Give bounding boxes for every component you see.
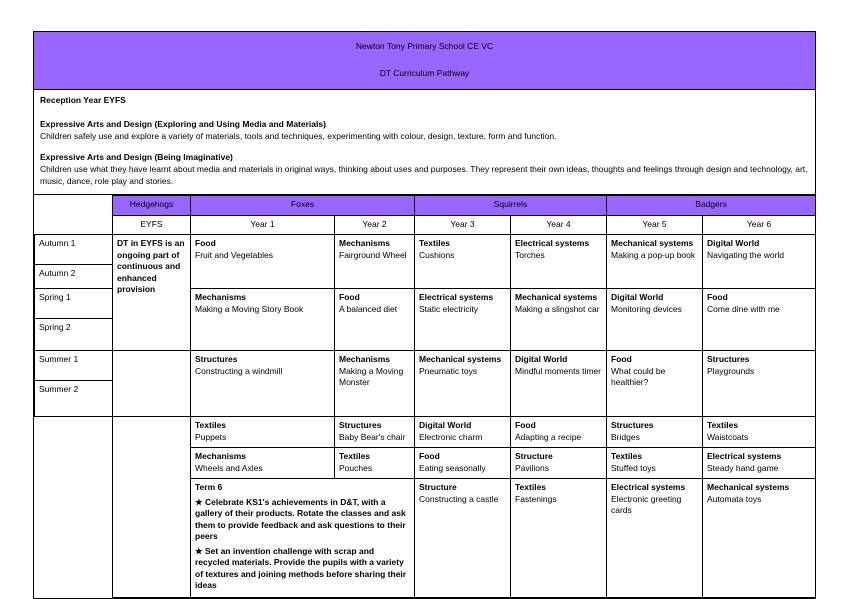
topic-title: Structures — [611, 420, 654, 431]
topic-body: Come dine with me — [707, 303, 780, 314]
topic-title: Food — [611, 354, 632, 365]
year-header-row — [35, 215, 816, 234]
topic-title: Digital World — [515, 354, 568, 365]
cell-y5-summer — [607, 351, 703, 417]
topic-title: Mechanical systems — [515, 292, 598, 303]
document-subtitle: DT Curriculum Pathway — [379, 68, 470, 78]
eyfs-section1-heading: Expressive Arts and Design (Exploring and Using Media and Materials) — [40, 119, 326, 129]
cell-y1-spring — [191, 289, 335, 351]
cell-y4-autumn — [511, 235, 607, 289]
topic-title: Structures — [707, 354, 750, 365]
topic-title: Mechanisms — [195, 292, 247, 303]
eyfs-intro — [34, 90, 815, 195]
cell-y3-extra2 — [415, 448, 511, 479]
document-banner — [34, 32, 815, 90]
cell-y6-extra2 — [703, 448, 816, 479]
topic-body: Constructing a windmill — [195, 365, 283, 376]
year-header-eyfs: EYFS — [113, 215, 191, 234]
topic-title: Mechanical systems — [707, 482, 790, 493]
cell-y4-term6 — [511, 479, 607, 598]
cell-y3-summer — [415, 351, 511, 417]
eyfs-section1-body: Children safely use and explore a variety of materials, tools and techniques, experimenting with colour, design, texture, form and function. — [40, 131, 557, 141]
group-header-badgers: Badgers — [607, 196, 816, 215]
term6-bullet-1: ★ Celebrate KS1's achievements in D&T, with a gallery of their products. Rotate the classes and ask them to provide feedback and ask questions to their peers — [195, 496, 406, 542]
topic-title: Digital World — [707, 238, 760, 249]
cell-y1-autumn — [191, 235, 335, 289]
cell-y6-summer — [703, 351, 816, 417]
topic-title: Electrical systems — [611, 482, 686, 493]
topic-title: Electrical systems — [515, 238, 590, 249]
cell-y2-extra2 — [335, 448, 415, 479]
topic-title: Food — [339, 292, 360, 303]
topic-body: Monitoring devices — [611, 303, 682, 314]
topic-body: Pouches — [339, 462, 373, 473]
topic-title: Structure — [515, 451, 553, 462]
topic-title: Structures — [339, 420, 382, 431]
topic-title: Food — [419, 451, 440, 462]
cell-y6-spring — [703, 289, 816, 351]
cell-y1-extra2 — [191, 448, 335, 479]
cell-y1-extra1 — [191, 417, 335, 448]
eyfs-title: Reception Year EYFS — [40, 95, 126, 105]
topic-body: Making a Moving Monster — [339, 365, 404, 388]
topic-body: Cushions — [419, 249, 455, 260]
topic-title: Mechanical systems — [419, 354, 502, 365]
curriculum-table — [34, 195, 816, 598]
topic-body: Pneumatic toys — [419, 365, 478, 376]
cell-y4-extra2 — [511, 448, 607, 479]
year-header-y2: Year 2 — [335, 215, 415, 234]
curriculum-document — [33, 31, 816, 599]
topic-body: Making a slingshot car — [515, 303, 600, 314]
topic-title: Mechanisms — [195, 451, 247, 462]
year-header-y3: Year 3 — [415, 215, 511, 234]
topic-title: Mechanisms — [339, 238, 391, 249]
term-label-spring2: Spring 2 — [35, 319, 113, 351]
cell-y2-summer — [335, 351, 415, 417]
topic-title: Textiles — [339, 451, 371, 462]
term-label-summer2: Summer 2 — [35, 381, 113, 417]
topic-title: Food — [195, 238, 216, 249]
cell-y3-autumn — [415, 235, 511, 289]
group-header-squirrels: Squirrels — [415, 196, 607, 215]
topic-title: Digital World — [419, 420, 472, 431]
eyfs-ongoing-note: DT in EYFS is an ongoing part of continuous and enhanced provision — [113, 235, 191, 351]
topic-body: Navigating the world — [707, 249, 785, 260]
year-header-y5: Year 5 — [607, 215, 703, 234]
cell-y5-term6 — [607, 479, 703, 598]
term6-heading: Term 6 — [195, 482, 223, 493]
topic-title: Textiles — [195, 420, 227, 431]
term6-bullet-2: ★ Set an invention challenge with scrap and recycled materials. Provide the pupils with a variety of textures and joining methods before sharing their ideas — [195, 545, 407, 590]
cell-y2-extra1 — [335, 417, 415, 448]
cell-y2-autumn — [335, 235, 415, 289]
topic-body: Pavilions — [515, 462, 550, 473]
topic-body: Automata toys — [707, 493, 762, 504]
cell-eyfs-extra-blank — [113, 417, 191, 598]
cell-y6-autumn — [703, 235, 816, 289]
cell-y4-extra1 — [511, 417, 607, 448]
year-header-y4: Year 4 — [511, 215, 607, 234]
cell-y6-extra1 — [703, 417, 816, 448]
topic-title: Textiles — [419, 238, 451, 249]
topic-body: Wheels and Axles — [195, 462, 263, 473]
topic-title: Textiles — [515, 482, 547, 493]
cell-y2-spring — [335, 289, 415, 351]
year-header-y6: Year 6 — [703, 215, 816, 234]
topic-body: Adapting a recipe — [515, 431, 582, 442]
term-label-spring1: Spring 1 — [35, 289, 113, 319]
cell-y5-autumn — [607, 235, 703, 289]
topic-body: Waistcoats — [707, 431, 749, 442]
topic-title: Structures — [195, 354, 238, 365]
cell-y5-spring — [607, 289, 703, 351]
term-label-autumn1: Autumn 1 — [35, 235, 113, 265]
topic-body: What could be healthier? — [611, 365, 666, 388]
topic-title: Textiles — [707, 420, 739, 431]
cell-y6-term6 — [703, 479, 816, 598]
cell-y3-extra1 — [415, 417, 511, 448]
eyfs-section2-body: Children use what they have learnt about media and materials in original ways, thinking about uses and purposes. They represent their own ideas, thoughts and feelings through design and technology, art, music, dance, role play and stories. — [40, 164, 808, 186]
topic-title: Mechanical systems — [611, 238, 694, 249]
topic-body: Baby Bear's chair — [339, 431, 406, 442]
cell-y4-summer — [511, 351, 607, 417]
term-label-summer1: Summer 1 — [35, 351, 113, 381]
topic-body: Torches — [515, 249, 545, 260]
topic-body: Stuffed toys — [611, 462, 656, 473]
group-header-row — [35, 196, 816, 215]
topic-body: Eating seasonally — [419, 462, 486, 473]
cell-term6-ks1 — [191, 479, 415, 598]
topic-title: Structure — [419, 482, 457, 493]
group-header-foxes: Foxes — [191, 196, 415, 215]
topic-body: Electronic charm — [419, 431, 483, 442]
topic-body: Making a Moving Story Book — [195, 303, 304, 314]
topic-body: Static electricity — [419, 303, 479, 314]
topic-body: Making a pop-up book — [611, 249, 696, 260]
topic-body: Bridges — [611, 431, 640, 442]
term-label-autumn2: Autumn 2 — [35, 265, 113, 289]
topic-title: Electrical systems — [419, 292, 494, 303]
eyfs-section2-heading: Expressive Arts and Design (Being Imaginative) — [40, 152, 233, 163]
cell-y1-summer — [191, 351, 335, 417]
table-row — [35, 351, 816, 381]
topic-body: Constructing a castle — [419, 493, 499, 504]
topic-body: Mindful moments timer — [515, 365, 601, 376]
cell-y3-term6 — [415, 479, 511, 598]
group-header-blank — [35, 196, 113, 215]
topic-body: Fruit and Vegetables — [195, 249, 273, 260]
topic-body: Fastenings — [515, 493, 557, 504]
topic-title: Food — [515, 420, 536, 431]
topic-title: Electrical systems — [707, 451, 782, 462]
cell-y5-extra2 — [607, 448, 703, 479]
topic-title: Digital World — [611, 292, 664, 303]
cell-y3-spring — [415, 289, 511, 351]
topic-body: Playgrounds — [707, 365, 755, 376]
topic-title: Food — [707, 292, 728, 303]
topic-body: Steady hand game — [707, 462, 779, 473]
year-header-blank — [35, 215, 113, 234]
topic-body: Electronic greeting cards — [611, 493, 682, 516]
cell-y5-extra1 — [607, 417, 703, 448]
topic-title: Mechanisms — [339, 354, 391, 365]
cell-y4-spring — [511, 289, 607, 351]
school-name: Newton Tony Primary School CE VC — [355, 41, 494, 51]
topic-body: Fairground Wheel — [339, 249, 407, 260]
cell-eyfs-summer-blank — [113, 351, 191, 417]
group-header-hedgehogs: Hedgehogs — [113, 196, 191, 215]
topic-title: Textiles — [611, 451, 643, 462]
table-row — [35, 417, 816, 448]
topic-body: A balanced diet — [339, 303, 398, 314]
table-row — [35, 235, 816, 265]
term-label-spacer — [35, 417, 113, 598]
topic-body: Puppets — [195, 431, 227, 442]
year-header-y1: Year 1 — [191, 215, 335, 234]
